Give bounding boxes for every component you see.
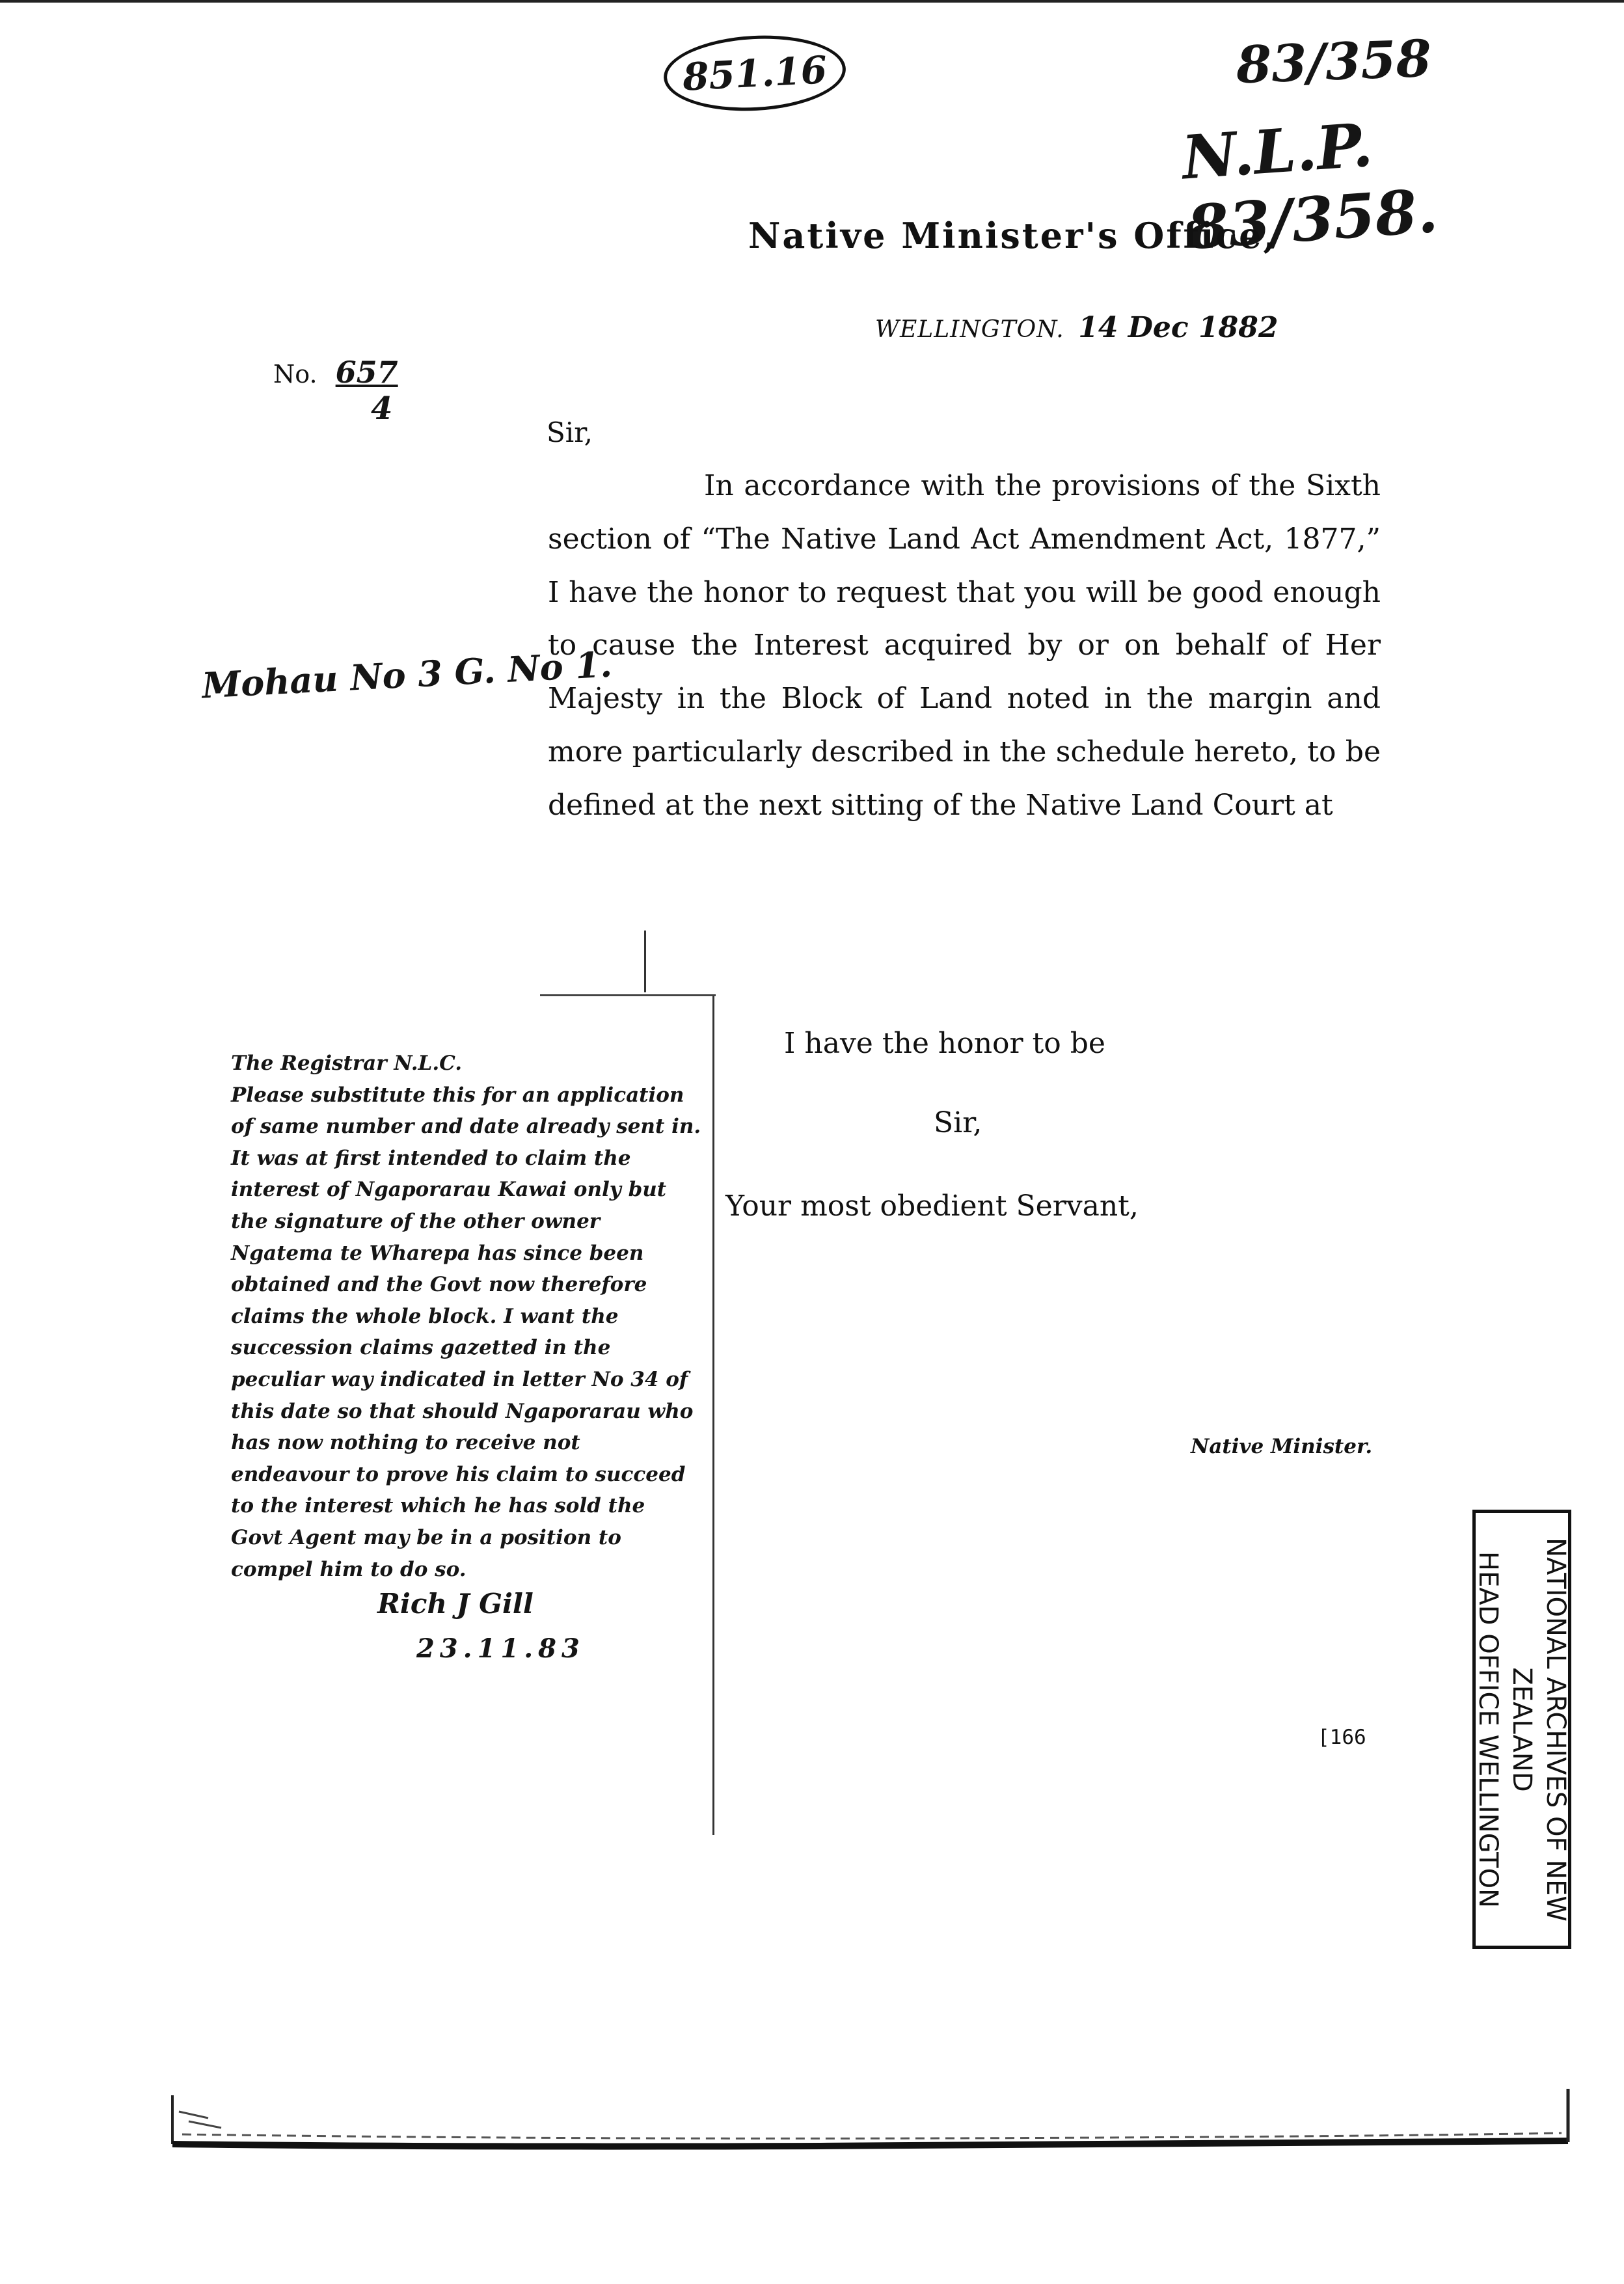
archive-stamp-line2: HEAD OFFICE WELLINGTON	[1473, 1551, 1503, 1908]
closing-servant: Your most obedient Servant,	[725, 1190, 1139, 1223]
form-number: [166	[1318, 1726, 1366, 1749]
circled-reference-text: 851.16	[681, 47, 828, 100]
letter-number-label: No.	[273, 360, 318, 388]
nlp-reference-number: N.L.P. 83/358.	[1180, 109, 1441, 264]
page-top-border	[0, 0, 1624, 3]
closing-sir: Sir,	[934, 1106, 982, 1139]
signatory-title: Native Minister.	[1191, 1435, 1373, 1458]
note-right-border	[712, 996, 714, 1835]
letter-number-sub: 4	[371, 390, 393, 427]
note-text: Please substitute this for an application of same number and date already sent in. It was at first intended to claim the interest of Ngaporarau Kawai only but the signature of the other owner Ngatema te Wharepa has since been obtained and the Govt now therefore claims the whole block. I want the succession claims gazetted in the peculiar way indicated in letter No 34 of this date so that should Ngaporarau who has now nothing to receive not endeavour to prove his claim to succeed to the interest which he has sold the Govt Agent may be in a position to compel him to do so.	[231, 1083, 701, 1581]
archive-stamp	[1472, 1510, 1571, 1949]
salutation: Sir,	[547, 416, 593, 448]
letter-number-value: 657	[335, 355, 398, 390]
office-heading: Native Minister's Office,	[748, 215, 1278, 256]
file-reference-number: 83/358	[1235, 29, 1433, 96]
place-label: WELLINGTON.	[875, 316, 1064, 343]
letter-number	[273, 355, 398, 390]
letter-body-text: In accordance with the provisions of the Sixth section of “The Native Land Act Amendment Act, 1877,” I have the honor to request that you will be good enough to cause the Interest acquired by or on behalf of Her Majesty in the Block of Land noted in the margin and more particularly described in the schedule hereto, to be defined at the next sitting of the Native Land Court at	[548, 469, 1381, 822]
circled-reference-number	[662, 31, 848, 115]
margin-block-name: Mohau No 3 G. No 1.	[200, 643, 614, 707]
archive-stamp-text	[1471, 1521, 1573, 1938]
note-signature: Rich J Gill	[377, 1588, 534, 1620]
letter-body	[548, 459, 1381, 832]
closing-honor: I have the honor to be	[784, 1027, 1105, 1060]
letter-date: 14 Dec 1882	[1078, 311, 1279, 344]
archive-stamp-line1: NATIONAL ARCHIVES OF NEW ZEALAND	[1507, 1537, 1571, 1922]
divider-line	[644, 931, 646, 992]
page-bottom-edge	[169, 2082, 1575, 2154]
note-top-border	[540, 994, 716, 996]
date-line	[875, 311, 1278, 344]
handwritten-note	[231, 1048, 703, 1585]
note-date: 23.11.83	[416, 1633, 585, 1664]
note-address: The Registrar N.L.C.	[231, 1052, 463, 1075]
